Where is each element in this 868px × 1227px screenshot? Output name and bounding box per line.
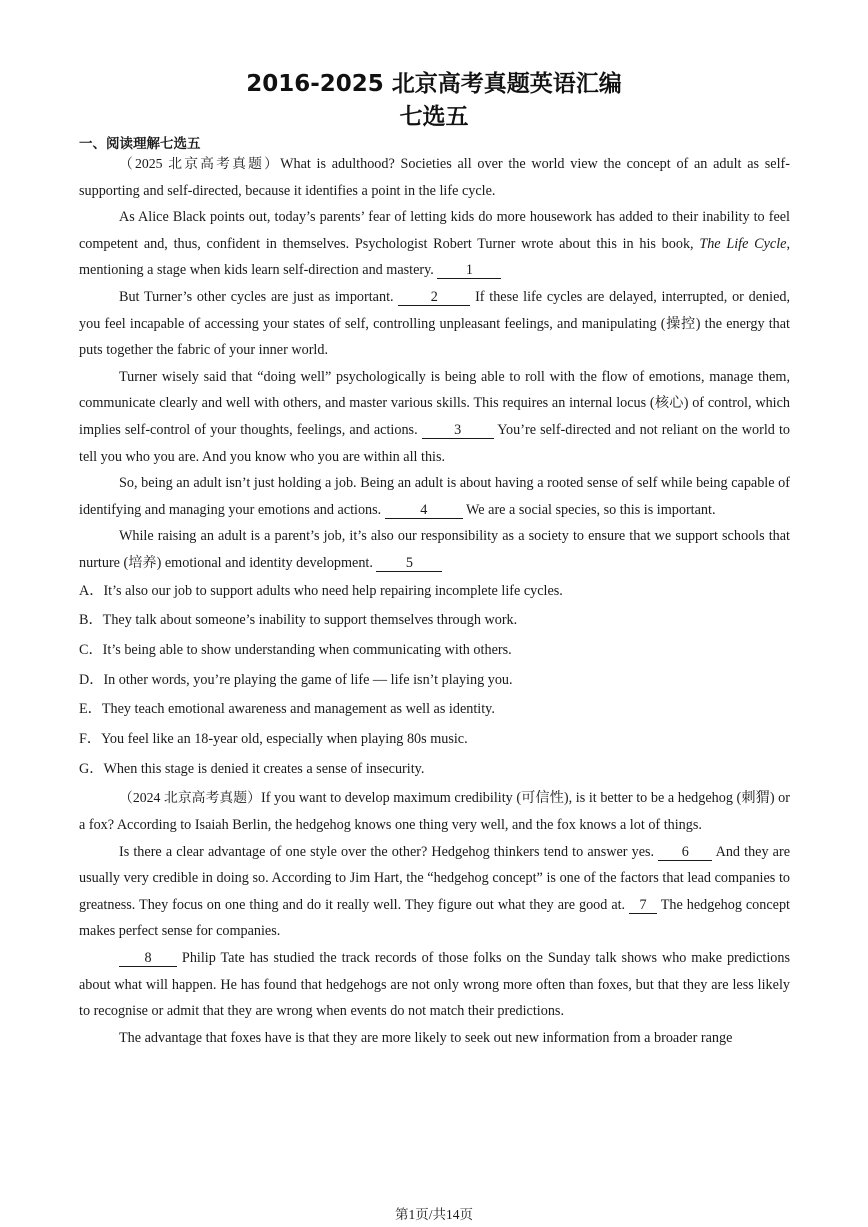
blank-3[interactable]: 3 bbox=[422, 422, 494, 439]
passage2-paragraph-2: Is there a clear advantage of one style over the other? Hedgehog thinkers tend to answer yes. 6 And they are usually very credible in doing so. According to Jim Hart, the “hedgehog concept” is one of the factors that lead companies to greatness. They focus on one thing and do it really well. They figure out what they are good at. 7 The hedgehog concept makes perfect sense for companies. bbox=[79, 843, 790, 940]
option-d[interactable]: D．In other words, you’re playing the game of life — life isn’t playing you. bbox=[79, 671, 513, 688]
blank-6[interactable]: 6 bbox=[658, 844, 712, 861]
passage1-paragraph-6: While raising an adult is a parent’s job, it’s also our responsibility as a society to ensure that we support schools that nurture (培养) emotional and identity development. 5 bbox=[79, 528, 790, 571]
passage2-source: （2024 北京高考真题） bbox=[119, 790, 261, 806]
book-title: The Life Cycle bbox=[699, 235, 787, 252]
blank-5[interactable]: 5 bbox=[376, 555, 442, 572]
option-a[interactable]: A．It’s also our job to support adults who need help repairing incomplete life cycles. bbox=[79, 582, 563, 599]
document-title: 2016-2025 北京高考真题英语汇编 bbox=[246, 71, 622, 97]
blank-7[interactable]: 7 bbox=[629, 897, 657, 914]
blank-4[interactable]: 4 bbox=[385, 502, 463, 519]
content-body bbox=[79, 151, 790, 1051]
passage1-paragraph-3: But Turner’s other cycles are just as important. 2 If these life cycles are delayed, interrupted, or denied, you feel incapable of accessing your states of self, controlling unpleasant feelings, and manipulating (操控) the energy that puts together the fabric of your inner world. bbox=[79, 288, 791, 359]
passage1-paragraph-5: So, being an adult isn’t just holding a job. Being an adult is about having a rooted sense of self while being capable of identifying and managing your emotions and actions. 4 We are a social species, so this is important. bbox=[79, 475, 790, 518]
page-number: 第1页/共14页 bbox=[394, 1207, 473, 1222]
passage2-paragraph-3: 8 Philip Tate has studied the track records of those folks on the Sunday talk shows who make predictions about what will happen. He has found that hedgehogs are not only wrong more often than foxes, but that they are less likely to recognise or admit that they are wrong when events do not match their predictions. bbox=[79, 949, 790, 1020]
option-f[interactable]: F．You feel like an 18-year old, especially when playing 80s music. bbox=[79, 731, 468, 748]
document-subtitle: 七选五 bbox=[399, 104, 469, 130]
passage1-paragraph-4: Turner wisely said that “doing well” psychologically is being able to roll with the flow of emotions, manage them, communicate clearly and well with others, and master various skills. This requires an internal locus (核心) of control, which implies self-control of your thoughts, feelings, and actions. 3 You’re self-directed and not reliant on the world to tell you who you are. And you know who you are within all this. bbox=[79, 368, 790, 465]
passage1-paragraph-1: （2025 北京高考真题）What is adulthood? Societies all over the world view the concept of an adult as self-supporting and self-directed, because it identifies a point in the life cycle. bbox=[79, 156, 790, 199]
option-c[interactable]: C．It’s being able to show understanding when communicating with others. bbox=[79, 641, 512, 658]
blank-1[interactable]: 1 bbox=[437, 262, 501, 279]
passage1-source: （2025 北京高考真题） bbox=[119, 156, 281, 171]
section-heading: 一、阅读理解七选五 bbox=[79, 136, 201, 152]
blank-2[interactable]: 2 bbox=[398, 289, 470, 306]
blank-8[interactable]: 8 bbox=[119, 950, 177, 967]
option-g[interactable]: G．When this stage is denied it creates a sense of insecurity. bbox=[79, 760, 425, 777]
option-e[interactable]: E．They teach emotional awareness and management as well as identity. bbox=[79, 701, 495, 718]
passage2-paragraph-4: The advantage that foxes have is that they are more likely to seek out new information from a broader range bbox=[119, 1029, 733, 1046]
passage1-paragraph-2: As Alice Black points out, today’s parents’ fear of letting kids do more housework has added to their inability to feel competent and, thus, confident in themselves. Psychologist Robert Turner wrote about this in his book, The Life Cycle, mentioning a stage when kids learn self-direction and mastery. 1 bbox=[79, 209, 790, 279]
passage2-paragraph-1: （2024 北京高考真题）If you want to develop maximum credibility (可信性), is it better to be a hedgehog (刺猬) or a fox? According to Isaiah Berlin, the hedgehog knows one thing very well, and the fox knows a lot of things. bbox=[79, 790, 790, 834]
option-b[interactable]: B．They talk about someone’s inability to support themselves through work. bbox=[79, 612, 518, 629]
